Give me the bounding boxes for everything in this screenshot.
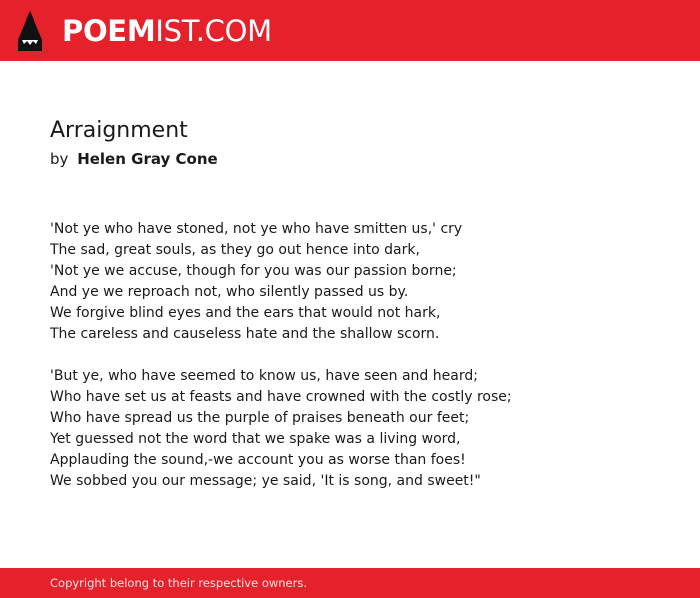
brand-name-bold: POEM: [62, 14, 156, 48]
byline: [50, 149, 218, 169]
poem-line: 'Not ye we accuse, though for you was our passion borne;: [50, 263, 457, 279]
poem-title: Arraignment: [50, 118, 188, 143]
author-name: Helen Gray Cone: [77, 150, 218, 168]
site-logo-text[interactable]: [62, 11, 272, 51]
poem-line: And ye we reproach not, who silently passed us by.: [50, 284, 409, 300]
poem-line: The careless and causeless hate and the shallow scorn.: [50, 326, 440, 342]
brand-name-light: IST.COM: [155, 14, 272, 48]
copyright-notice: Copyright belong to their respective owners.: [50, 576, 308, 590]
site-footer: [0, 568, 700, 598]
stanza-2: [50, 366, 512, 492]
by-label: by: [50, 150, 69, 168]
poem-line: We sobbed you our message; ye said, 'It is song, and sweet!": [50, 473, 481, 489]
poem-body: [50, 219, 512, 492]
poem-line: Applauding the sound,-we account you as worse than foes!: [50, 452, 466, 468]
stanza-1: [50, 219, 512, 345]
poem-line: Who have spread us the purple of praises beneath our feet;: [50, 410, 470, 426]
pencil-tip-icon[interactable]: [17, 10, 43, 52]
poem-line: 'But ye, who have seemed to know us, have seen and heard;: [50, 368, 478, 384]
poem-line: 'Not ye who have stoned, not ye who have smitten us,' cry: [50, 221, 463, 237]
stanza-gap: [50, 345, 512, 366]
site-header: [0, 0, 700, 61]
poem-line: Who have set us at feasts and have crowned with the costly rose;: [50, 389, 512, 405]
poem-line: The sad, great souls, as they go out hence into dark,: [50, 242, 420, 258]
poem-line: We forgive blind eyes and the ears that would not hark,: [50, 305, 441, 321]
poem-line: Yet guessed not the word that we spake was a living word,: [50, 431, 461, 447]
